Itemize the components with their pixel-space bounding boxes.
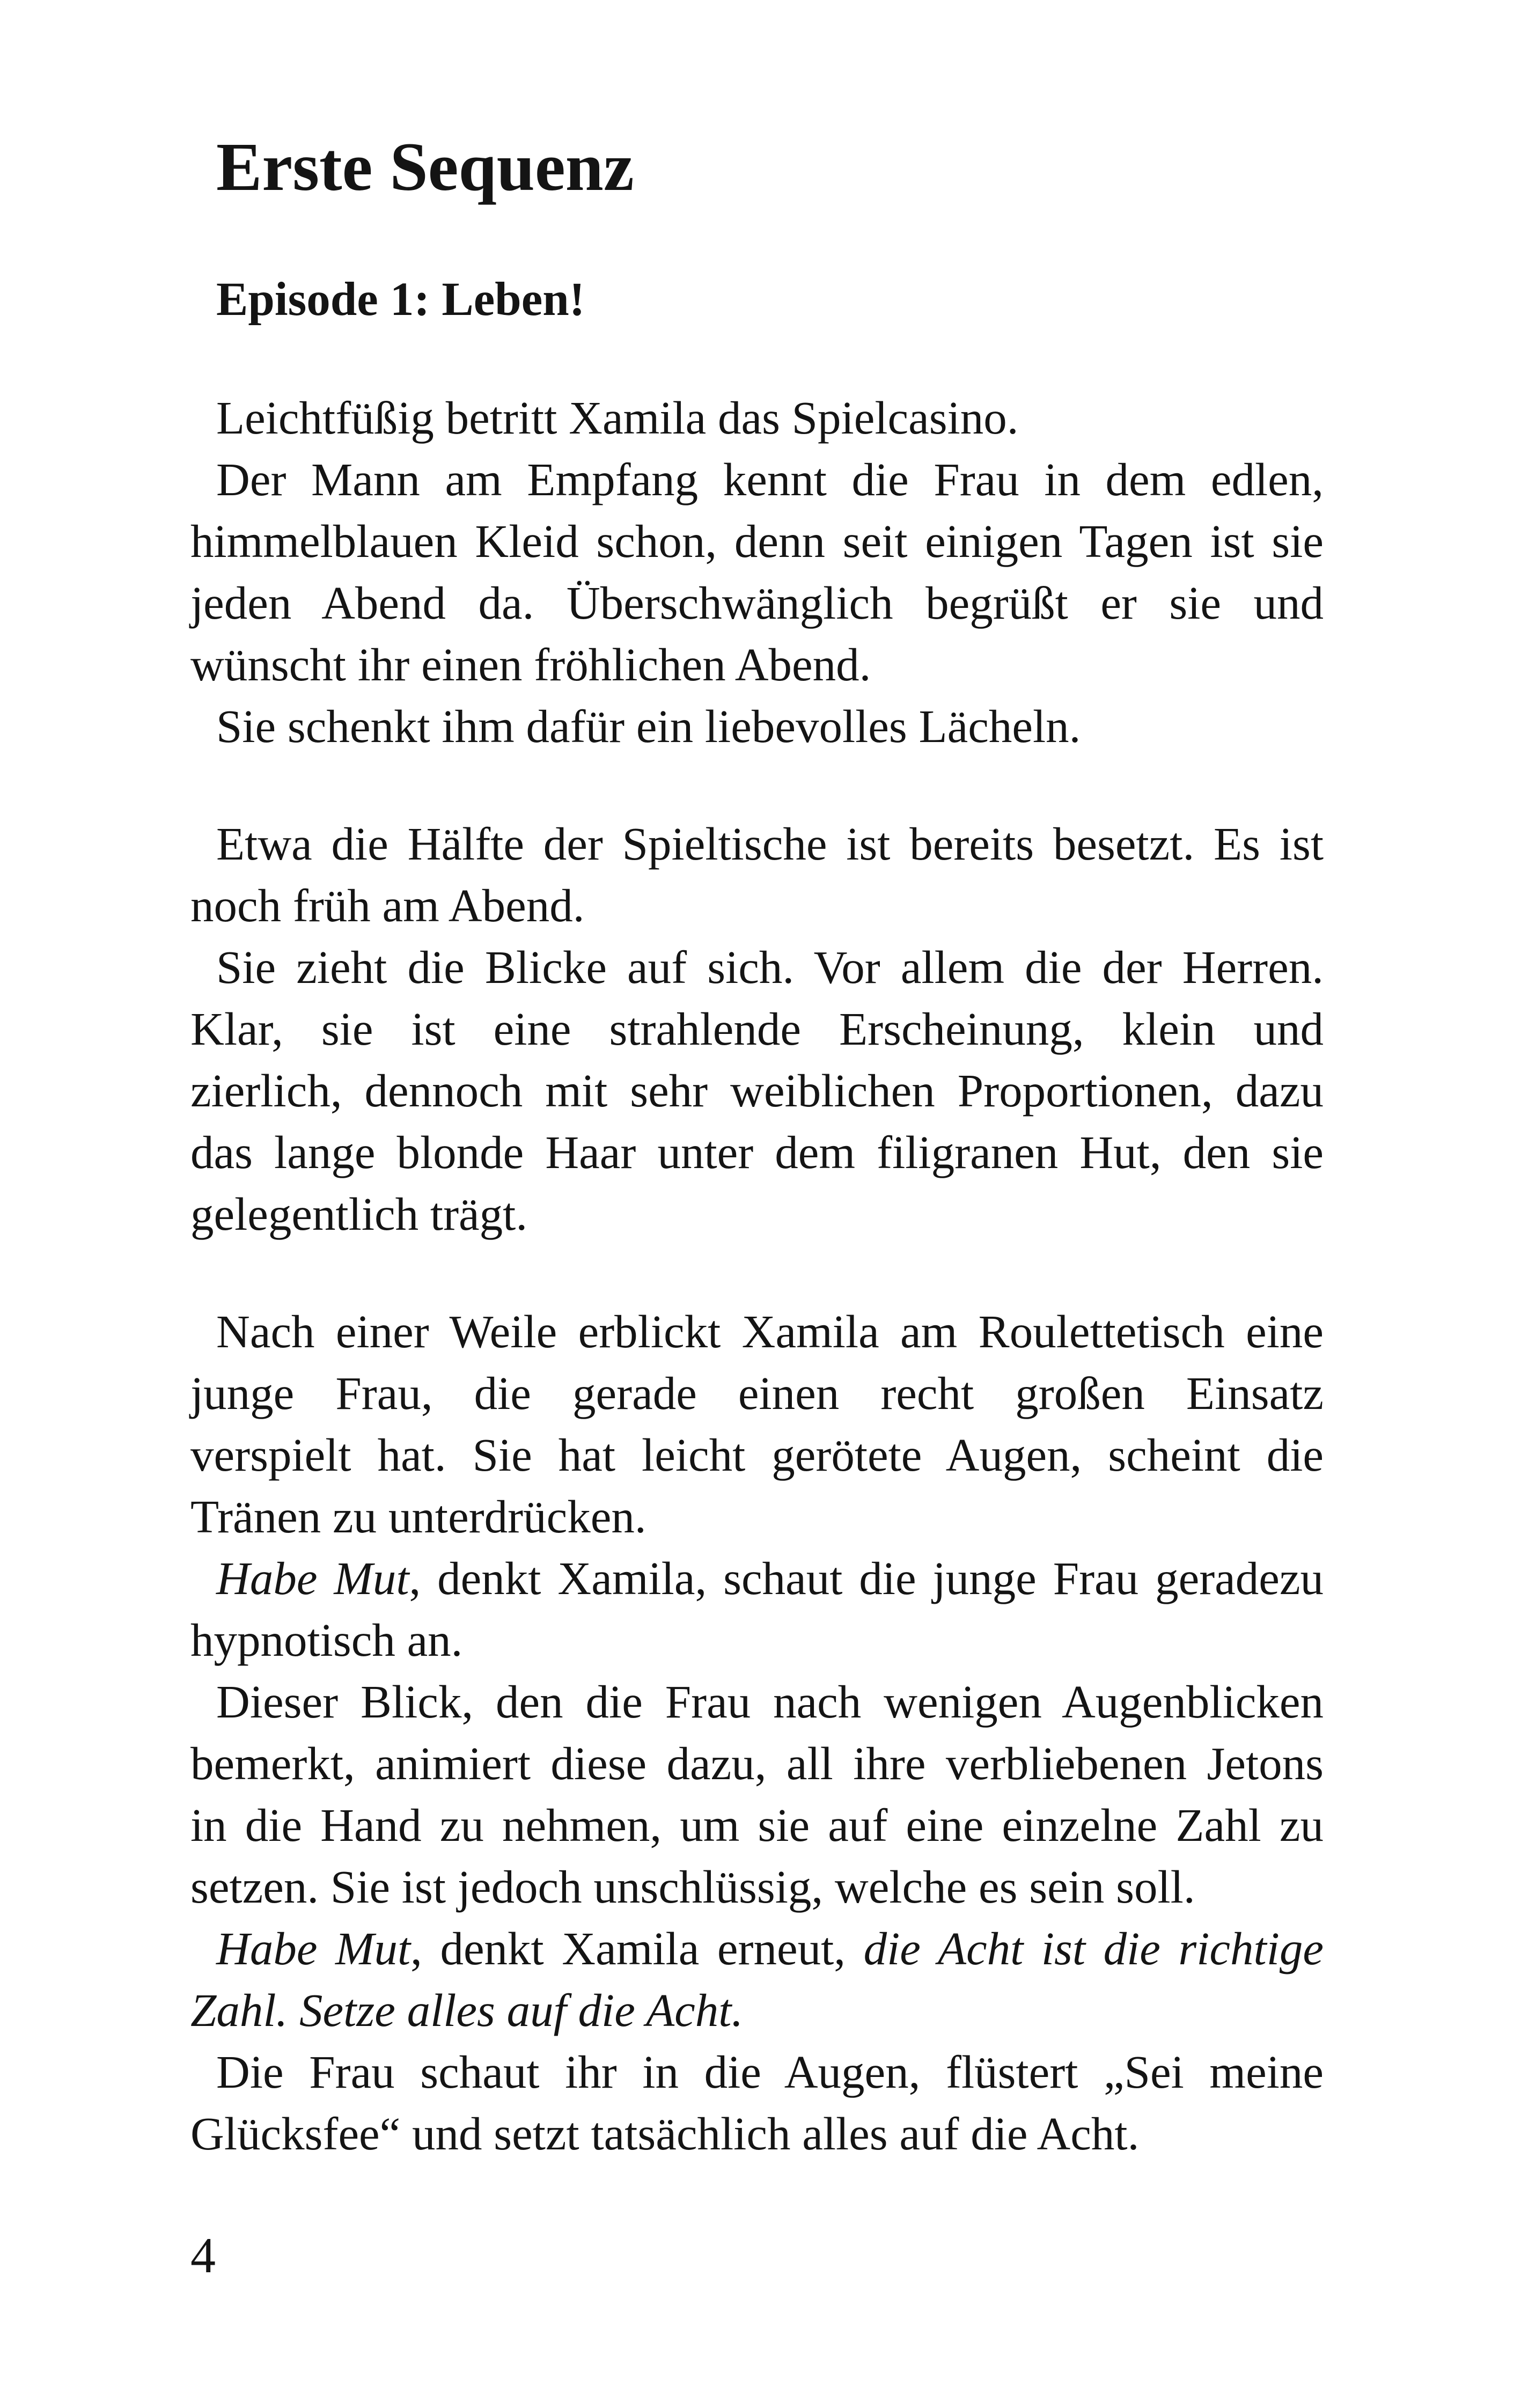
text-line: in die Hand zu nehmen, um sie auf eine einzelne Zahl zu	[190, 1799, 1324, 1851]
text-run: , denkt Xamila, schaut die junge Frau geradezu	[409, 1552, 1324, 1604]
text-line: hypnotisch an.	[190, 1614, 463, 1666]
text-line: verspielt hat. Sie hat leicht gerötete Augen, scheint die	[190, 1429, 1324, 1481]
text-line: himmelblauen Kleid schon, denn seit einigen Tagen ist sie	[190, 515, 1324, 567]
text-line: Der Mann am Empfang kennt die Frau in dem edlen,	[216, 453, 1324, 505]
episode-title: Episode 1: Leben!	[216, 273, 585, 326]
text-run: , denkt Xamila erneut,	[410, 1922, 864, 1974]
text-line: Leichtfüßig betritt Xamila das Spielcasino.	[216, 392, 1019, 444]
text-line	[216, 1918, 1324, 1980]
text-line: Etwa die Hälfte der Spieltische ist bereits besetzt. Es ist	[216, 818, 1324, 870]
text-line: gelegentlich trägt.	[190, 1188, 528, 1240]
text-line: Nach einer Weile erblickt Xamila am Roulettetisch eine	[216, 1305, 1324, 1357]
italic-thought: Zahl. Setze alles auf die Acht.	[190, 1984, 744, 2036]
text-line: Tränen zu unterdrücken.	[190, 1491, 646, 1543]
text-line: Glücksfee“ und setzt tatsächlich alles auf die Acht.	[190, 2108, 1140, 2160]
text-line	[216, 1547, 1324, 1610]
text-line: jeden Abend da. Überschwänglich begrüßt er sie und	[190, 577, 1324, 629]
italic-thought: die Acht ist die richtige	[863, 1922, 1324, 1974]
text-line: das lange blonde Haar unter dem filigranen Hut, den sie	[190, 1126, 1324, 1178]
text-line: Die Frau schaut ihr in die Augen, flüstert „Sei meine	[216, 2046, 1324, 2098]
text-line: Klar, sie ist eine strahlende Erscheinung, klein und	[190, 1003, 1324, 1055]
text-line	[190, 1979, 1324, 2042]
text-line: wünscht ihr einen fröhlichen Abend.	[190, 638, 871, 691]
text-line: Sie schenkt ihm dafür ein liebevolles Lächeln.	[216, 700, 1081, 752]
page-number: 4	[190, 2228, 216, 2284]
text-line: Dieser Blick, den die Frau nach wenigen Augenblicken	[216, 1676, 1324, 1728]
text-line: setzen. Sie ist jedoch unschlüssig, welche es sein soll.	[190, 1861, 1195, 1913]
italic-thought: Habe Mut	[216, 1922, 411, 1974]
text-line: noch früh am Abend.	[190, 879, 585, 931]
text-line: bemerkt, animiert diese dazu, all ihre verbliebenen Jetons	[190, 1737, 1324, 1789]
text-line: junge Frau, die gerade einen recht großen Einsatz	[190, 1367, 1324, 1419]
text-line: zierlich, dennoch mit sehr weiblichen Proportionen, dazu	[190, 1064, 1324, 1117]
italic-thought: Habe Mut	[216, 1552, 409, 1604]
text-line: Sie zieht die Blicke auf sich. Vor allem die der Herren.	[216, 941, 1324, 993]
chapter-title: Erste Sequenz	[216, 129, 634, 205]
